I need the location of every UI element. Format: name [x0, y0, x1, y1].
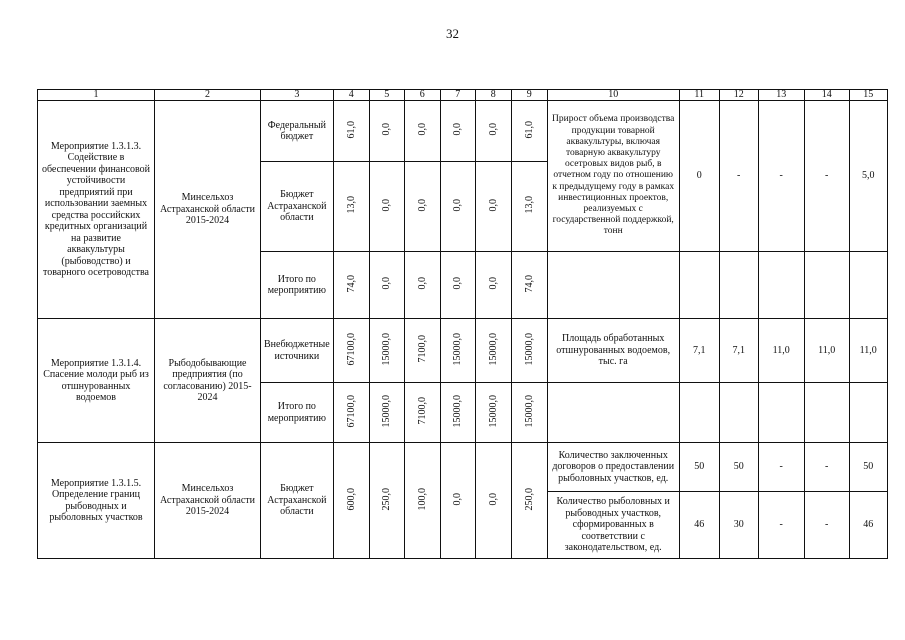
- indicator-value: -: [758, 101, 804, 252]
- indicator-text: Количество рыболовных и рыбоводных участков, сформированных в соответствии с законодательством, ед.: [547, 492, 679, 559]
- header-row: [38, 90, 888, 101]
- value-cell: 0,0: [452, 277, 464, 290]
- value-cell: 0,0: [452, 198, 464, 211]
- col-header: 11: [679, 90, 719, 101]
- value-cell: 100,0: [416, 487, 428, 510]
- indicator-value: 30: [719, 492, 758, 559]
- col-header: 5: [369, 90, 404, 101]
- measure-executor: Рыбодобывающие предприятия (по согласованию) 2015-2024: [155, 319, 261, 443]
- col-header: 13: [758, 90, 804, 101]
- indicator-value: -: [719, 101, 758, 252]
- value-cell: 0,0: [487, 198, 499, 211]
- indicator-value: -: [804, 101, 849, 252]
- value-cell: 0,0: [381, 277, 393, 290]
- value-cell: 13,0: [523, 196, 535, 214]
- empty-cell: [719, 383, 758, 443]
- indicator-value: 7,1: [679, 319, 719, 383]
- indicator-value: 5,0: [849, 101, 887, 252]
- measure-executor: Минсельхоз Астраханской области 2015-2024: [155, 101, 261, 319]
- indicator-value: 11,0: [758, 319, 804, 383]
- value-cell: 0,0: [381, 123, 393, 136]
- page-number: 32: [446, 26, 459, 41]
- col-header: 4: [333, 90, 369, 101]
- value-cell: 15000,0: [452, 332, 464, 365]
- indicator-value: 50: [719, 443, 758, 492]
- indicator-value: -: [804, 443, 849, 492]
- table-row: [38, 319, 888, 383]
- indicator-value: 50: [679, 443, 719, 492]
- indicator-text: Количество заключенных договоров о предоставлении рыболовных участков, ед.: [547, 443, 679, 492]
- value-cell: 15000,0: [487, 394, 499, 427]
- funding-source: Итого по мероприятию: [261, 252, 334, 319]
- value-cell: 600,0: [345, 487, 357, 510]
- value-cell: 74,0: [523, 274, 535, 292]
- indicator-value: -: [758, 443, 804, 492]
- table-row: [38, 101, 888, 162]
- value-cell: 7100,0: [416, 335, 428, 363]
- empty-cell: [679, 252, 719, 319]
- indicator-value: 46: [679, 492, 719, 559]
- empty-cell: [804, 383, 849, 443]
- indicator-value: -: [758, 492, 804, 559]
- value-cell: 61,0: [345, 120, 357, 138]
- empty-cell: [849, 252, 887, 319]
- indicator-value: 7,1: [719, 319, 758, 383]
- value-cell: 15000,0: [381, 394, 393, 427]
- value-cell: 250,0: [381, 487, 393, 510]
- indicator-value: 0: [679, 101, 719, 252]
- value-cell: 250,0: [523, 487, 535, 510]
- indicator-text: Прирост объема производства продукции товарной аквакультуры, включая товарную аквакультуру осетровых видов рыб, в отчетном году по отношению к предыдущему году в рамках инвестиционных проектов, реализуемых с государственной поддержкой, тонн: [547, 101, 679, 252]
- indicator-value: -: [804, 492, 849, 559]
- value-cell: 0,0: [381, 198, 393, 211]
- empty-cell: [804, 252, 849, 319]
- col-header: 3: [261, 90, 334, 101]
- indicator-value: 11,0: [849, 319, 887, 383]
- col-header: 14: [804, 90, 849, 101]
- value-cell: 0,0: [416, 123, 428, 136]
- indicator-text: Площадь обработанных отшнурованных водоемов, тыс. га: [547, 319, 679, 383]
- empty-cell: [758, 383, 804, 443]
- value-cell: 0,0: [452, 123, 464, 136]
- value-cell: 15000,0: [452, 394, 464, 427]
- empty-cell: [679, 383, 719, 443]
- value-cell: 15000,0: [487, 332, 499, 365]
- value-cell: 0,0: [452, 492, 464, 505]
- funding-source: Бюджет Астраханской области: [261, 443, 334, 559]
- col-header: 15: [849, 90, 887, 101]
- measure-name: Мероприятие 1.3.1.4. Спасение молоди рыб из отшнурованных водоемов: [38, 319, 155, 443]
- indicator-value: 46: [849, 492, 887, 559]
- empty-cell: [758, 252, 804, 319]
- value-cell: 15000,0: [523, 394, 535, 427]
- col-header: 7: [440, 90, 475, 101]
- empty-cell: [849, 383, 887, 443]
- value-cell: 0,0: [487, 492, 499, 505]
- measure-name: Мероприятие 1.3.1.3. Содействие в обеспечении финансовой устойчивости предприятий при использовании заемных средства российских кредитных организаций на развитие аквакультуры (рыбоводство) и товарного осетроводства: [38, 101, 155, 319]
- col-header: 6: [404, 90, 440, 101]
- funding-source: Внебюджетные источники: [261, 319, 334, 383]
- empty-cell: [719, 252, 758, 319]
- measure-name: Мероприятие 1.3.1.5. Определение границ рыбоводных и рыболовных участков: [38, 443, 155, 559]
- value-cell: 15000,0: [381, 332, 393, 365]
- value-cell: 74,0: [345, 274, 357, 292]
- value-cell: 0,0: [487, 123, 499, 136]
- col-header: 1: [38, 90, 155, 101]
- empty-cell: [547, 383, 679, 443]
- value-cell: 7100,0: [416, 397, 428, 425]
- empty-cell: [547, 252, 679, 319]
- col-header: 9: [511, 90, 547, 101]
- value-cell: 0,0: [487, 277, 499, 290]
- funding-source: Итого по мероприятию: [261, 383, 334, 443]
- indicator-value: 11,0: [804, 319, 849, 383]
- value-cell: 13,0: [345, 196, 357, 214]
- program-table: [37, 89, 888, 559]
- table-row: [38, 443, 888, 492]
- measure-executor: Минсельхоз Астраханской области 2015-2024: [155, 443, 261, 559]
- value-cell: 0,0: [416, 198, 428, 211]
- funding-source: Федеральный бюджет: [261, 101, 334, 162]
- col-header: 8: [475, 90, 511, 101]
- value-cell: 67100,0: [345, 332, 357, 365]
- value-cell: 67100,0: [345, 394, 357, 427]
- value-cell: 61,0: [523, 120, 535, 138]
- indicator-value: 50: [849, 443, 887, 492]
- funding-source: Бюджет Астраханской области: [261, 162, 334, 252]
- value-cell: 15000,0: [523, 332, 535, 365]
- value-cell: 0,0: [416, 277, 428, 290]
- col-header: 2: [155, 90, 261, 101]
- col-header: 12: [719, 90, 758, 101]
- col-header: 10: [547, 90, 679, 101]
